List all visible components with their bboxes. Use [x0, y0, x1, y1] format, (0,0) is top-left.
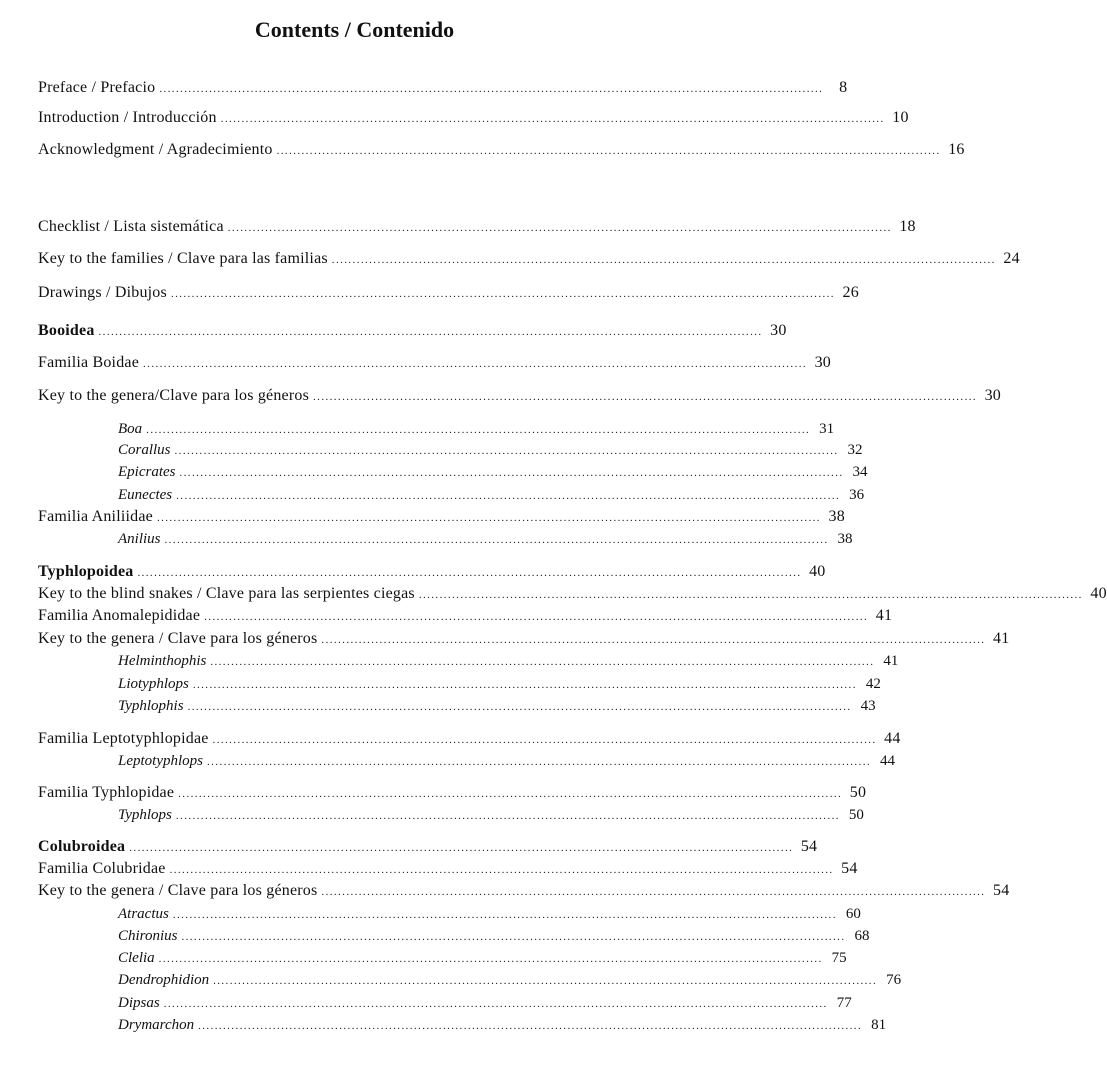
dot-leader: ................................................................................................................................................................ [331, 254, 996, 266]
toc-entry-leptotyphlops[interactable] [118, 751, 895, 771]
dot-leader: ................................................................................................................................................................ [207, 756, 871, 768]
toc-entry-chironius[interactable] [118, 926, 870, 946]
toc-entry-page: 54 [841, 860, 858, 877]
toc-entry-label: Chironius [118, 928, 178, 944]
toc-entry-eunectes[interactable] [118, 485, 865, 505]
toc-entry-label: Familia Boidae [38, 354, 140, 371]
toc-entry-page: 68 [854, 928, 870, 944]
toc-entry-typhlophis[interactable] [118, 696, 876, 716]
dot-leader: ................................................................................................................................................................ [179, 467, 844, 479]
toc-entry-page: 34 [852, 464, 868, 480]
toc-entry-label: Epicrates [118, 464, 176, 480]
toc-entry-epicrates[interactable] [118, 462, 868, 482]
dot-leader: ................................................................................................................................................................ [198, 1020, 863, 1032]
toc-entry-page: 41 [883, 653, 899, 669]
toc-entry-label: Drawings / Dibujos [38, 284, 167, 301]
toc-entry-label: Key to the genera / Clave para los géneros [38, 882, 318, 899]
toc-entry-label: Dendrophidion [118, 972, 210, 988]
dot-leader: ................................................................................................................................................................ [169, 864, 834, 876]
dot-leader: ................................................................................................................................................................ [212, 734, 877, 746]
toc-entry-page: 76 [886, 972, 902, 988]
toc-entry-colubridae[interactable] [38, 859, 858, 879]
toc-entry-label: Colubroidea [38, 838, 126, 855]
toc-entry-key-families[interactable] [38, 249, 1020, 269]
toc-entry-page: 40 [809, 563, 826, 580]
toc-entry-dipsas[interactable] [118, 993, 852, 1013]
toc-entry-acknowledgment[interactable] [38, 140, 965, 160]
dot-leader: ................................................................................................................................................................ [418, 589, 1083, 601]
dot-leader: ................................................................................................................................................................ [159, 83, 824, 95]
toc-entry-atractus[interactable] [118, 904, 861, 924]
toc-entry-page: 41 [993, 630, 1010, 647]
dot-leader: ................................................................................................................................................................ [213, 975, 878, 987]
dot-leader: ................................................................................................................................................................ [227, 222, 892, 234]
toc-entry-label: Clelia [118, 950, 155, 966]
toc-entry-page: 41 [875, 607, 893, 624]
toc-entry-page: 26 [842, 284, 859, 301]
dot-leader: ................................................................................................................................................................ [178, 788, 843, 800]
toc-entry-typhlopoidea[interactable] [38, 562, 826, 582]
toc-entry-label: Familia Colubridae [38, 860, 166, 877]
toc-entry-page: 32 [847, 442, 863, 458]
toc-entry-helminthophis[interactable] [118, 651, 899, 671]
toc-entry-booidea[interactable] [38, 321, 787, 341]
toc-entry-page: 40 [1090, 585, 1107, 602]
toc-entry-label: Checklist / Lista sistemática [38, 218, 224, 235]
dot-leader: ................................................................................................................................................................ [172, 909, 837, 921]
toc-entry-page: 77 [836, 995, 852, 1011]
toc-entry-typhlops[interactable] [118, 805, 864, 825]
toc-entry-page: 38 [828, 508, 845, 525]
dot-leader: ................................................................................................................................................................ [276, 145, 941, 157]
toc-entry-label: Helminthophis [118, 653, 207, 669]
toc-entry-page: 54 [800, 838, 818, 855]
toc-entry-key-blind-snakes[interactable] [38, 584, 1107, 604]
toc-entry-label: Key to the families / Clave para las familias [38, 250, 328, 267]
dot-leader: ................................................................................................................................................................ [321, 634, 986, 646]
dot-leader: ................................................................................................................................................................ [210, 656, 875, 668]
dot-leader: ................................................................................................................................................................ [143, 358, 808, 370]
toc-entry-page: 75 [831, 950, 847, 966]
toc-entry-page: 24 [1003, 250, 1020, 267]
dot-leader: ................................................................................................................................................................ [146, 424, 811, 436]
dot-leader: ................................................................................................................................................................ [156, 512, 821, 524]
toc-entry-boidae[interactable] [38, 353, 832, 373]
toc-entry-label: Drymarchon [118, 1017, 195, 1033]
toc-entry-corallus[interactable] [118, 440, 863, 460]
toc-entry-label: Booidea [38, 322, 95, 339]
toc-entry-page: 54 [993, 882, 1010, 899]
dot-leader: ................................................................................................................................................................ [164, 534, 829, 546]
toc-entry-label: Boa [118, 421, 143, 437]
toc-entry-page: 36 [849, 487, 865, 503]
toc-entry-anomalepididae[interactable] [38, 606, 893, 626]
toc-entry-page: 81 [871, 1017, 887, 1033]
toc-entry-boa[interactable] [118, 419, 835, 439]
toc-entry-key-genera-boidae[interactable] [38, 386, 1002, 406]
toc-entry-label: Preface / Prefacio [38, 79, 156, 96]
toc-entry-drymarchon[interactable] [118, 1015, 887, 1035]
toc-entry-label: Typhlophis [118, 698, 184, 714]
toc-entry-anilius[interactable] [118, 529, 853, 549]
toc-entry-clelia[interactable] [118, 948, 847, 968]
toc-entry-preface[interactable] [38, 78, 848, 98]
toc-entry-label: Atractus [118, 906, 169, 922]
toc-entry-page: 50 [848, 807, 864, 823]
toc-entry-page: 30 [770, 322, 787, 339]
toc-entry-introduction[interactable] [38, 108, 909, 128]
toc-entry-label: Typhlopoidea [38, 563, 134, 580]
toc-entry-page: 50 [849, 784, 867, 801]
dot-leader: ................................................................................................................................................................ [158, 953, 823, 965]
toc-entry-page: 8 [839, 79, 848, 96]
toc-entry-label: Introduction / Introducción [38, 109, 217, 126]
dot-leader: ................................................................................................................................................................ [313, 391, 978, 403]
toc-entry-label: Key to the blind snakes / Clave para las serpientes ciegas [38, 585, 415, 602]
toc-entry-page: 30 [984, 387, 1002, 404]
toc-entry-typhlopidae[interactable] [38, 783, 867, 803]
toc-entry-key-genera-anomalepididae[interactable] [38, 629, 1010, 649]
toc-entry-label: Corallus [118, 442, 171, 458]
toc-entry-aniliidae[interactable] [38, 507, 845, 527]
toc-entry-label: Typhlops [118, 807, 172, 823]
toc-entry-leptotyphlopidae[interactable] [38, 729, 901, 749]
toc-entry-label: Anilius [118, 531, 161, 547]
toc-entry-label: Familia Leptotyphlopidae [38, 730, 209, 747]
toc-entry-label: Familia Anomalepididae [38, 607, 201, 624]
toc-entry-checklist[interactable] [38, 217, 916, 237]
toc-entry-page: 38 [837, 531, 853, 547]
toc-entry-page: 42 [865, 676, 881, 692]
dot-leader: ................................................................................................................................................................ [321, 886, 986, 898]
toc-entry-page: 44 [880, 753, 895, 769]
toc-entry-colubroidea[interactable] [38, 837, 818, 857]
toc-entry-page: 60 [845, 906, 861, 922]
dot-leader: ................................................................................................................................................................ [175, 810, 840, 822]
toc-entry-liotyphlops[interactable] [118, 674, 881, 694]
toc-entry-page: 10 [892, 109, 909, 126]
dot-leader: ................................................................................................................................................................ [176, 490, 841, 502]
dot-leader: ................................................................................................................................................................ [220, 113, 885, 125]
toc-entry-label: Liotyphlops [118, 676, 189, 692]
dot-leader: ................................................................................................................................................................ [181, 931, 846, 943]
dot-leader: ................................................................................................................................................................ [187, 701, 852, 713]
dot-leader: ................................................................................................................................................................ [98, 326, 763, 338]
dot-leader: ................................................................................................................................................................ [174, 445, 839, 457]
toc-entry-label: Familia Aniliidae [38, 508, 153, 525]
dot-leader: ................................................................................................................................................................ [192, 679, 857, 691]
dot-leader: ................................................................................................................................................................ [170, 288, 835, 300]
toc-entry-label: Leptotyphlops [118, 753, 203, 769]
toc-entry-label: Acknowledgment / Agradecimiento [38, 141, 273, 158]
dot-leader: ................................................................................................................................................................ [137, 567, 802, 579]
dot-leader: ................................................................................................................................................................ [129, 842, 794, 854]
page-title: Contents / Contenido [254, 17, 455, 42]
dot-leader: ................................................................................................................................................................ [163, 998, 828, 1010]
toc-entry-page: 18 [899, 218, 916, 235]
toc-entry-label: Key to the genera / Clave para los géneros [38, 630, 318, 647]
dot-leader: ................................................................................................................................................................ [204, 611, 869, 623]
toc-entry-drawings[interactable] [38, 283, 859, 303]
toc-entry-page: 16 [948, 141, 965, 158]
toc-entry-label: Key to the genera/Clave para los géneros [38, 387, 310, 404]
toc-entry-page: 30 [814, 354, 832, 371]
toc-entry-page: 31 [819, 421, 835, 437]
toc-entry-page: 43 [860, 698, 876, 714]
toc-entry-label: Dipsas [118, 995, 160, 1011]
toc-entry-page: 44 [884, 730, 901, 747]
toc-entry-label: Eunectes [118, 487, 173, 503]
toc-entry-key-genera-colubridae[interactable] [38, 881, 1010, 901]
toc-entry-dendrophidion[interactable] [118, 970, 902, 990]
toc-entry-label: Familia Typhlopidae [38, 784, 175, 801]
